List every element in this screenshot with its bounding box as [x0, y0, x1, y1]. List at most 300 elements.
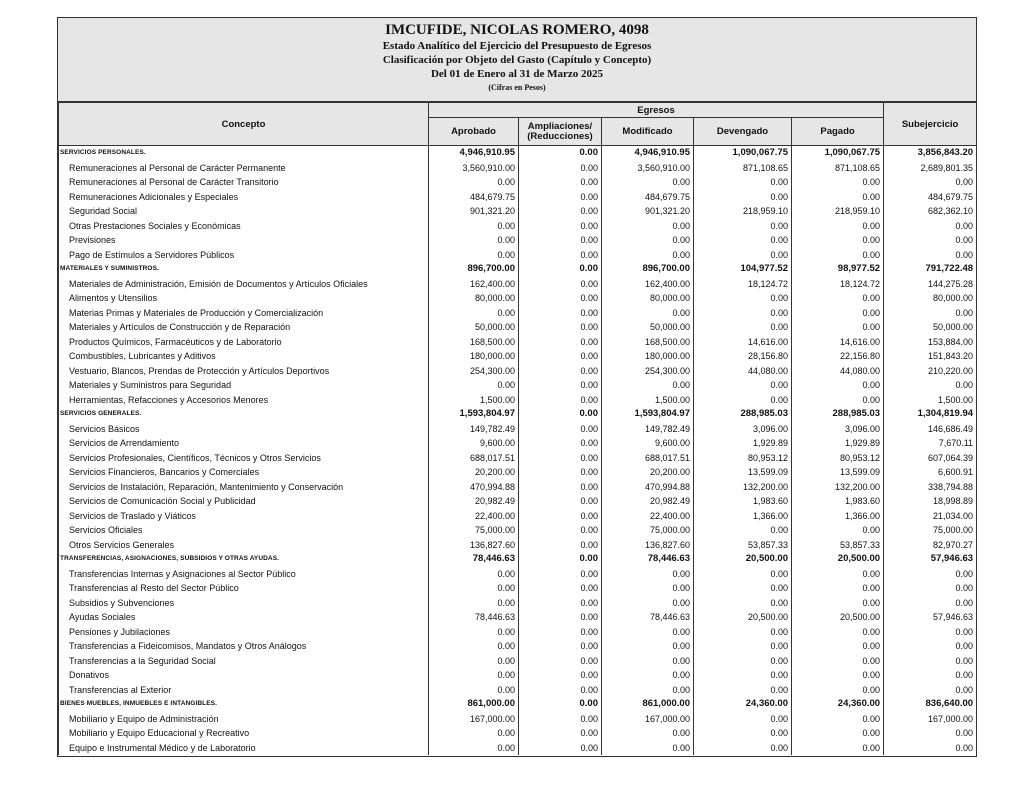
subejercicio-cell: 0.00	[884, 378, 977, 393]
aprobado-cell: 9,600.00	[429, 436, 519, 451]
modificado-cell: 80,000.00	[602, 291, 694, 306]
subejercicio-cell: 0.00	[884, 654, 977, 669]
devengado-cell: 0.00	[694, 596, 792, 611]
pagado-cell: 80,953.12	[792, 451, 884, 466]
table-row	[59, 581, 977, 596]
modificado-cell: 0.00	[602, 639, 694, 654]
aprobado-cell: 149,782.49	[429, 422, 519, 437]
egresos-header: Egresos	[429, 103, 884, 118]
pagado-cell: 0.00	[792, 190, 884, 205]
ampliaciones-cell: 0.00	[519, 161, 602, 176]
concept-cell: Seguridad Social	[59, 204, 429, 219]
concept-cell: Alimentos y Utensilios	[59, 291, 429, 306]
aprobado-cell: 1,593,804.97	[429, 407, 519, 422]
ampliaciones-cell: 0.00	[519, 262, 602, 277]
aprobado-cell: 0.00	[429, 233, 519, 248]
concept-cell: Productos Químicos, Farmacéuticos y de Laboratorio	[59, 335, 429, 350]
modificado-cell: 1,500.00	[602, 393, 694, 408]
devengado-cell: 0.00	[694, 567, 792, 582]
modificado-cell: 180,000.00	[602, 349, 694, 364]
chapter-row	[59, 407, 977, 422]
ampliaciones-cell: 0.00	[519, 204, 602, 219]
pagado-cell: 0.00	[792, 567, 884, 582]
pagado-cell: 98,977.52	[792, 262, 884, 277]
concept-cell: TRANSFERENCIAS, ASIGNACIONES, SUBSIDIOS Y OTRAS AYUDAS.	[59, 552, 429, 567]
devengado-cell: 1,929.89	[694, 436, 792, 451]
concept-cell: Otras Prestaciones Sociales y Económicas	[59, 219, 429, 234]
pagado-cell: 1,090,067.75	[792, 146, 884, 161]
ampliaciones-cell: 0.00	[519, 248, 602, 263]
modificado-cell: 861,000.00	[602, 697, 694, 712]
devengado-cell: 0.00	[694, 175, 792, 190]
devengado-cell: 0.00	[694, 378, 792, 393]
ampliaciones-cell: 0.00	[519, 335, 602, 350]
ampliaciones-cell: 0.00	[519, 451, 602, 466]
table-row	[59, 204, 977, 219]
subejercicio-cell: 75,000.00	[884, 523, 977, 538]
pagado-cell: 0.00	[792, 306, 884, 321]
modificado-cell: 0.00	[602, 567, 694, 582]
ampliaciones-cell: 0.00	[519, 552, 602, 567]
aprobado-cell: 254,300.00	[429, 364, 519, 379]
pagado-cell: 0.00	[792, 668, 884, 683]
pagado-cell: 0.00	[792, 378, 884, 393]
table-row	[59, 175, 977, 190]
modificado-cell: 3,560,910.00	[602, 161, 694, 176]
devengado-cell: 24,360.00	[694, 697, 792, 712]
subejercicio-cell: 0.00	[884, 726, 977, 741]
ampliaciones-cell: 0.00	[519, 726, 602, 741]
subejercicio-cell: 50,000.00	[884, 320, 977, 335]
devengado-cell: 0.00	[694, 320, 792, 335]
ampliaciones-cell: 0.00	[519, 364, 602, 379]
subejercicio-cell: 1,500.00	[884, 393, 977, 408]
subejercicio-cell: 0.00	[884, 596, 977, 611]
devengado-cell: 0.00	[694, 523, 792, 538]
devengado-cell: 871,108.65	[694, 161, 792, 176]
concept-cell: Servicios Básicos	[59, 422, 429, 437]
concept-cell: Servicios de Instalación, Reparación, Mantenimiento y Conservación	[59, 480, 429, 495]
subejercicio-cell: 80,000.00	[884, 291, 977, 306]
pagado-cell: 13,599.09	[792, 465, 884, 480]
table-row	[59, 567, 977, 582]
aprobado-cell: 80,000.00	[429, 291, 519, 306]
table-row	[59, 596, 977, 611]
pagado-cell: 0.00	[792, 175, 884, 190]
subejercicio-cell: 0.00	[884, 625, 977, 640]
ampliaciones-cell: 0.00	[519, 219, 602, 234]
ampliaciones-cell: 0.00	[519, 480, 602, 495]
pagado-cell: 871,108.65	[792, 161, 884, 176]
concept-cell: Combustibles, Lubricantes y Aditivos	[59, 349, 429, 364]
aprobado-cell: 20,982.49	[429, 494, 519, 509]
aprobado-cell: 688,017.51	[429, 451, 519, 466]
chapter-row	[59, 697, 977, 712]
ampliaciones-cell: 0.00	[519, 436, 602, 451]
devengado-cell: 1,983.60	[694, 494, 792, 509]
ampliaciones-cell: 0.00	[519, 683, 602, 698]
pagado-cell: 0.00	[792, 726, 884, 741]
aprobado-cell: 0.00	[429, 668, 519, 683]
subejercicio-cell: 0.00	[884, 639, 977, 654]
pagado-cell: 20,500.00	[792, 610, 884, 625]
aprobado-cell: 0.00	[429, 726, 519, 741]
ampliaciones-cell: 0.00	[519, 494, 602, 509]
pagado-cell: 1,929.89	[792, 436, 884, 451]
concept-cell: Materiales y Suministros para Seguridad	[59, 378, 429, 393]
table-row	[59, 610, 977, 625]
table-row	[59, 378, 977, 393]
pagado-cell: 0.00	[792, 741, 884, 756]
table-row	[59, 436, 977, 451]
pagado-cell: 0.00	[792, 596, 884, 611]
subejercicio-cell: 0.00	[884, 306, 977, 321]
aprobado-cell: 168,500.00	[429, 335, 519, 350]
subejercicio-cell: 210,220.00	[884, 364, 977, 379]
pagado-cell: 0.00	[792, 291, 884, 306]
devengado-cell: 0.00	[694, 639, 792, 654]
report-header	[58, 18, 976, 102]
pagado-cell: 132,200.00	[792, 480, 884, 495]
modificado-cell: 136,827.60	[602, 538, 694, 553]
aprobado-cell: 861,000.00	[429, 697, 519, 712]
table-row	[59, 726, 977, 741]
subejercicio-cell: 7,670.11	[884, 436, 977, 451]
devengado-header: Devengado	[694, 118, 792, 146]
subejercicio-cell: 0.00	[884, 248, 977, 263]
chapter-row	[59, 262, 977, 277]
modificado-cell: 9,600.00	[602, 436, 694, 451]
modificado-cell: 162,400.00	[602, 277, 694, 292]
devengado-cell: 0.00	[694, 668, 792, 683]
aprobado-cell: 901,321.20	[429, 204, 519, 219]
concept-cell: Pensiones y Jubilaciones	[59, 625, 429, 640]
modificado-cell: 0.00	[602, 378, 694, 393]
subejercicio-cell: 57,946.63	[884, 610, 977, 625]
concept-cell: Servicios de Arrendamiento	[59, 436, 429, 451]
table-row	[59, 219, 977, 234]
ampliaciones-cell: 0.00	[519, 712, 602, 727]
table-row	[59, 422, 977, 437]
ampliaciones-cell: 0.00	[519, 697, 602, 712]
concept-cell: Servicios Oficiales	[59, 523, 429, 538]
modificado-cell: 0.00	[602, 581, 694, 596]
table-row	[59, 161, 977, 176]
table-row	[59, 654, 977, 669]
ampliaciones-cell: 0.00	[519, 567, 602, 582]
ampliaciones-cell: 0.00	[519, 639, 602, 654]
devengado-cell: 0.00	[694, 190, 792, 205]
report-subtitle: Estado Analítico del Ejercicio del Presupuesto de Egresos	[382, 40, 652, 52]
aprobado-cell: 136,827.60	[429, 538, 519, 553]
report-classification: Clasificación por Objeto del Gasto (Capítulo y Concepto)	[382, 54, 652, 66]
table-row	[59, 712, 977, 727]
subejercicio-cell: 0.00	[884, 668, 977, 683]
subejercicio-cell: 146,686.49	[884, 422, 977, 437]
pagado-cell: 0.00	[792, 639, 884, 654]
table-row	[59, 668, 977, 683]
concept-cell: Remuneraciones al Personal de Carácter Transitorio	[59, 175, 429, 190]
subejercicio-cell: 0.00	[884, 567, 977, 582]
modificado-header: Modificado	[602, 118, 694, 146]
modificado-cell: 484,679.75	[602, 190, 694, 205]
devengado-cell: 0.00	[694, 741, 792, 756]
concept-cell: SERVICIOS GENERALES.	[59, 407, 429, 422]
modificado-cell: 168,500.00	[602, 335, 694, 350]
aprobado-cell: 0.00	[429, 683, 519, 698]
ampliaciones-cell: 0.00	[519, 610, 602, 625]
concept-cell: Materias Primas y Materiales de Producción y Comercialización	[59, 306, 429, 321]
subejercicio-cell: 144,275.28	[884, 277, 977, 292]
devengado-cell: 0.00	[694, 581, 792, 596]
concept-cell: Transferencias a Fideicomisos, Mandatos y Otros Análogos	[59, 639, 429, 654]
pagado-cell: 0.00	[792, 683, 884, 698]
modificado-cell: 167,000.00	[602, 712, 694, 727]
modificado-cell: 470,994.88	[602, 480, 694, 495]
table-row	[59, 480, 977, 495]
aprobado-header: Aprobado	[429, 118, 519, 146]
modificado-cell: 254,300.00	[602, 364, 694, 379]
aprobado-cell: 0.00	[429, 625, 519, 640]
ampliaciones-cell: 0.00	[519, 233, 602, 248]
concept-cell: Donativos	[59, 668, 429, 683]
subejercicio-cell: 0.00	[884, 581, 977, 596]
concept-cell: Transferencias a la Seguridad Social	[59, 654, 429, 669]
subejercicio-cell: 151,843.20	[884, 349, 977, 364]
subejercicio-cell: 338,794.88	[884, 480, 977, 495]
devengado-cell: 0.00	[694, 306, 792, 321]
devengado-cell: 0.00	[694, 712, 792, 727]
ampliaciones-cell: 0.00	[519, 596, 602, 611]
devengado-cell: 0.00	[694, 654, 792, 669]
concept-cell: Transferencias Internas y Asignaciones al Sector Público	[59, 567, 429, 582]
ampliaciones-cell: 0.00	[519, 538, 602, 553]
modificado-cell: 149,782.49	[602, 422, 694, 437]
modificado-cell: 75,000.00	[602, 523, 694, 538]
ampliaciones-cell: 0.00	[519, 741, 602, 756]
modificado-cell: 0.00	[602, 233, 694, 248]
devengado-cell: 0.00	[694, 625, 792, 640]
devengado-cell: 28,156.80	[694, 349, 792, 364]
concept-cell: Otros Servicios Generales	[59, 538, 429, 553]
subejercicio-cell: 484,679.75	[884, 190, 977, 205]
table-body	[59, 146, 977, 756]
subejercicio-cell: 836,640.00	[884, 697, 977, 712]
devengado-cell: 20,500.00	[694, 552, 792, 567]
ampliaciones-cell: 0.00	[519, 378, 602, 393]
pagado-cell: 0.00	[792, 219, 884, 234]
aprobado-cell: 896,700.00	[429, 262, 519, 277]
devengado-cell: 288,985.03	[694, 407, 792, 422]
concept-cell: Servicios Financieros, Bancarios y Comerciales	[59, 465, 429, 480]
ampliaciones-cell: 0.00	[519, 349, 602, 364]
aprobado-cell: 180,000.00	[429, 349, 519, 364]
table-row	[59, 465, 977, 480]
aprobado-cell: 0.00	[429, 567, 519, 582]
subejercicio-cell: 3,856,843.20	[884, 146, 977, 161]
ampliaciones-cell: 0.00	[519, 190, 602, 205]
concept-cell: Mobiliario y Equipo de Administración	[59, 712, 429, 727]
aprobado-cell: 50,000.00	[429, 320, 519, 335]
modificado-cell: 0.00	[602, 683, 694, 698]
table-row	[59, 494, 977, 509]
concept-cell: Equipo e Instrumental Médico y de Laboratorio	[59, 741, 429, 756]
modificado-cell: 78,446.63	[602, 552, 694, 567]
aprobado-cell: 0.00	[429, 219, 519, 234]
pagado-cell: 53,857.33	[792, 538, 884, 553]
table-row	[59, 625, 977, 640]
aprobado-cell: 162,400.00	[429, 277, 519, 292]
modificado-cell: 0.00	[602, 219, 694, 234]
report-units: (Cifras en Pesos)	[488, 83, 546, 92]
aprobado-cell: 20,200.00	[429, 465, 519, 480]
table-row	[59, 320, 977, 335]
concept-cell: Remuneraciones al Personal de Carácter Permanente	[59, 161, 429, 176]
subejercicio-cell: 6,600.91	[884, 465, 977, 480]
devengado-cell: 104,977.52	[694, 262, 792, 277]
subejercicio-cell: 0.00	[884, 175, 977, 190]
aprobado-cell: 1,500.00	[429, 393, 519, 408]
devengado-cell: 14,616.00	[694, 335, 792, 350]
table-row	[59, 523, 977, 538]
budget-table	[58, 102, 977, 755]
table-row	[59, 190, 977, 205]
modificado-cell: 50,000.00	[602, 320, 694, 335]
modificado-cell: 20,200.00	[602, 465, 694, 480]
table-row	[59, 291, 977, 306]
devengado-cell: 0.00	[694, 219, 792, 234]
table-row	[59, 248, 977, 263]
ampliaciones-cell: 0.00	[519, 509, 602, 524]
report-title: IMCUFIDE, NICOLAS ROMERO, 4098	[385, 22, 649, 38]
modificado-cell: 0.00	[602, 654, 694, 669]
aprobado-cell: 0.00	[429, 306, 519, 321]
modificado-cell: 0.00	[602, 741, 694, 756]
concept-cell: SERVICIOS PERSONALES.	[59, 146, 429, 161]
pagado-cell: 0.00	[792, 712, 884, 727]
devengado-cell: 0.00	[694, 248, 792, 263]
subejercicio-cell: 791,722.48	[884, 262, 977, 277]
ampliaciones-cell: 0.00	[519, 393, 602, 408]
aprobado-cell: 0.00	[429, 639, 519, 654]
ampliaciones-cell: 0.00	[519, 668, 602, 683]
concept-cell: Materiales de Administración, Emisión de Documentos y Artículos Oficiales	[59, 277, 429, 292]
devengado-cell: 3,096.00	[694, 422, 792, 437]
report-period: Del 01 de Enero al 31 de Marzo 2025	[430, 68, 604, 80]
concept-cell: Materiales y Artículos de Construcción y de Reparación	[59, 320, 429, 335]
devengado-cell: 0.00	[694, 233, 792, 248]
table-row	[59, 451, 977, 466]
subejercicio-cell: 57,946.63	[884, 552, 977, 567]
concept-cell: BIENES MUEBLES, INMUEBLES E INTANGIBLES.	[59, 697, 429, 712]
concept-cell: Transferencias al Resto del Sector Público	[59, 581, 429, 596]
subejercicio-cell: 607,064.39	[884, 451, 977, 466]
aprobado-cell: 470,994.88	[429, 480, 519, 495]
report-frame	[57, 17, 977, 757]
aprobado-cell: 22,400.00	[429, 509, 519, 524]
devengado-cell: 80,953.12	[694, 451, 792, 466]
concept-header: Concepto	[59, 103, 429, 146]
ampliaciones-cell: 0.00	[519, 320, 602, 335]
concept-cell: Mobiliario y Equipo Educacional y Recreativo	[59, 726, 429, 741]
table-row	[59, 233, 977, 248]
modificado-cell: 22,400.00	[602, 509, 694, 524]
aprobado-cell: 0.00	[429, 378, 519, 393]
concept-cell: Servicios de Traslado y Viáticos	[59, 509, 429, 524]
devengado-cell: 20,500.00	[694, 610, 792, 625]
devengado-cell: 18,124.72	[694, 277, 792, 292]
pagado-cell: 0.00	[792, 654, 884, 669]
subejercicio-cell: 1,304,819.94	[884, 407, 977, 422]
pagado-cell: 0.00	[792, 625, 884, 640]
table-row	[59, 306, 977, 321]
pagado-cell: 44,080.00	[792, 364, 884, 379]
table-row	[59, 364, 977, 379]
devengado-cell: 0.00	[694, 683, 792, 698]
devengado-cell: 0.00	[694, 393, 792, 408]
modificado-cell: 0.00	[602, 668, 694, 683]
ampliaciones-cell: 0.00	[519, 654, 602, 669]
table-row	[59, 393, 977, 408]
concept-cell: Vestuario, Blancos, Prendas de Protección y Artículos Deportivos	[59, 364, 429, 379]
pagado-cell: 24,360.00	[792, 697, 884, 712]
pagado-cell: 0.00	[792, 581, 884, 596]
pagado-cell: 1,983.60	[792, 494, 884, 509]
pagado-cell: 218,959.10	[792, 204, 884, 219]
ampliaciones-cell: 0.00	[519, 625, 602, 640]
concept-cell: MATERIALES Y SUMINISTROS.	[59, 262, 429, 277]
pagado-cell: 22,156.80	[792, 349, 884, 364]
concept-cell: Subsidios y Subvenciones	[59, 596, 429, 611]
subejercicio-cell: 0.00	[884, 683, 977, 698]
concept-cell: Servicios de Comunicación Social y Publicidad	[59, 494, 429, 509]
ampliaciones-cell: 0.00	[519, 465, 602, 480]
modificado-cell: 688,017.51	[602, 451, 694, 466]
chapter-row	[59, 146, 977, 161]
pagado-cell: 0.00	[792, 248, 884, 263]
table-row	[59, 538, 977, 553]
ampliaciones-cell: 0.00	[519, 175, 602, 190]
aprobado-cell: 0.00	[429, 741, 519, 756]
ampliaciones-header: Ampliaciones/ (Reducciones)	[519, 118, 602, 146]
pagado-cell: 0.00	[792, 523, 884, 538]
devengado-cell: 0.00	[694, 726, 792, 741]
table-row	[59, 335, 977, 350]
modificado-cell: 896,700.00	[602, 262, 694, 277]
pagado-cell: 288,985.03	[792, 407, 884, 422]
aprobado-cell: 0.00	[429, 175, 519, 190]
aprobado-cell: 167,000.00	[429, 712, 519, 727]
table-row	[59, 277, 977, 292]
devengado-cell: 1,366.00	[694, 509, 792, 524]
aprobado-cell: 75,000.00	[429, 523, 519, 538]
subejercicio-cell: 0.00	[884, 741, 977, 756]
modificado-cell: 901,321.20	[602, 204, 694, 219]
devengado-cell: 132,200.00	[694, 480, 792, 495]
aprobado-cell: 3,560,910.00	[429, 161, 519, 176]
subejercicio-cell: 0.00	[884, 233, 977, 248]
pagado-cell: 14,616.00	[792, 335, 884, 350]
ampliaciones-cell: 0.00	[519, 146, 602, 161]
pagado-cell: 0.00	[792, 393, 884, 408]
ampliaciones-cell: 0.00	[519, 306, 602, 321]
devengado-cell: 53,857.33	[694, 538, 792, 553]
aprobado-cell: 0.00	[429, 248, 519, 263]
aprobado-cell: 4,946,910.95	[429, 146, 519, 161]
modificado-cell: 4,946,910.95	[602, 146, 694, 161]
devengado-cell: 1,090,067.75	[694, 146, 792, 161]
modificado-cell: 1,593,804.97	[602, 407, 694, 422]
